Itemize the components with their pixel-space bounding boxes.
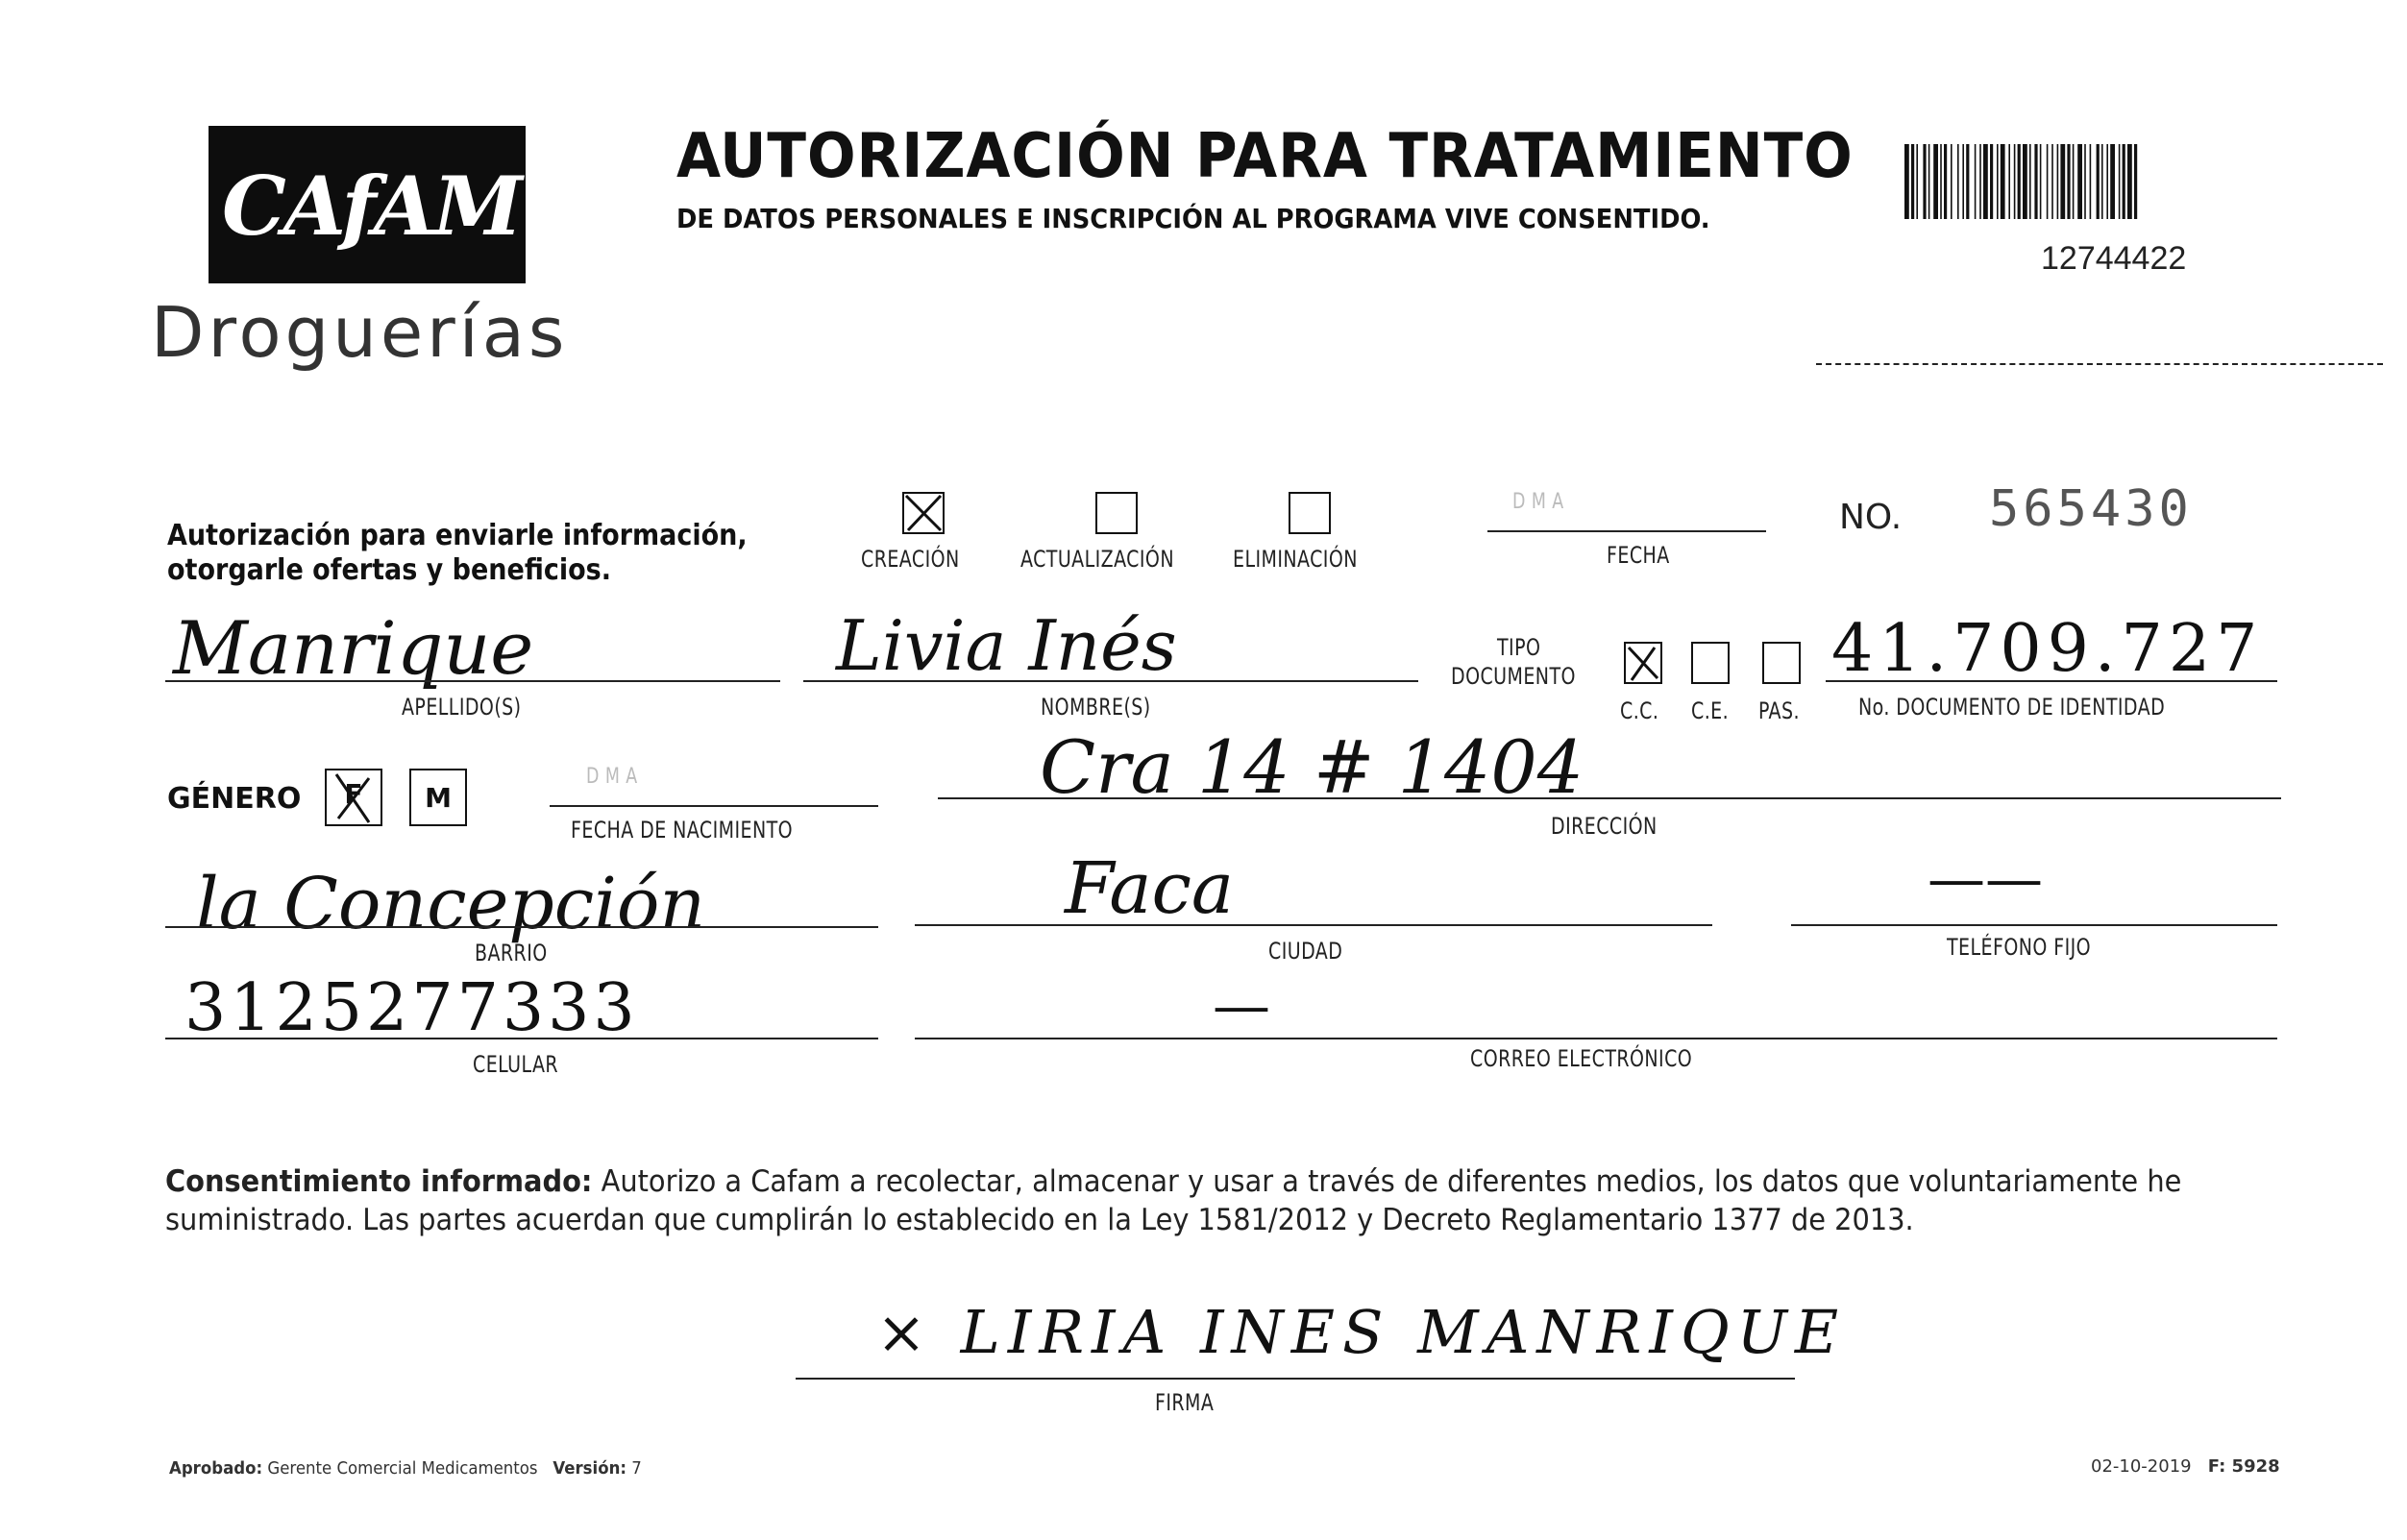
- genero-m-checkbox[interactable]: [409, 769, 467, 826]
- fecha-line: [1487, 530, 1766, 532]
- aprobado-label: Aprobado:: [169, 1458, 263, 1479]
- barcode: [1904, 144, 2289, 219]
- cafam-logo: [209, 126, 526, 283]
- correo-line: [915, 1038, 2277, 1039]
- consent-line-2: suministrado. Las partes acuerdan que cumplirán lo establecido en la Ley 1581/2012 y Decreto Reglamentario 1377 de 2013.: [165, 1203, 1914, 1237]
- ciudad-value: Faca: [1065, 847, 1235, 930]
- fecha-nacimiento-line: [550, 805, 878, 807]
- cafam-logo-text: CAfAM: [222, 159, 520, 254]
- genero-f-checkbox[interactable]: [325, 769, 382, 826]
- genero-f-letter: F: [344, 778, 363, 810]
- authorization-text-2: otorgarle ofertas y beneficios.: [167, 553, 611, 587]
- actualizacion-checkbox[interactable]: [1095, 492, 1138, 534]
- direccion-label: DIRECCIÓN: [1551, 813, 1658, 840]
- ce-label: C.E.: [1691, 697, 1730, 724]
- telefono-value: ——: [1928, 845, 2043, 913]
- consent-paragraph: [165, 1162, 2182, 1239]
- tipo-label-2: DOCUMENTO: [1451, 663, 1576, 690]
- fecha-hint: D M A: [1512, 490, 1564, 514]
- barrio-line: [165, 926, 878, 928]
- check-x-icon: [1626, 644, 1660, 682]
- pas-label: PAS.: [1758, 697, 1800, 724]
- tipo-label-1: TIPO: [1497, 634, 1541, 661]
- barrio-value: la Concepción: [196, 863, 706, 945]
- cc-checkbox[interactable]: [1624, 642, 1662, 684]
- creacion-label: CREACIÓN: [861, 546, 960, 573]
- fecha-nacimiento-hint: D M A: [586, 765, 638, 789]
- documento-label: No. DOCUMENTO DE IDENTIDAD: [1858, 694, 2166, 721]
- droguerias-logo-text: Droguerías: [151, 292, 569, 373]
- direccion-value: Cra 14 # 1404: [1040, 724, 1584, 810]
- ce-checkbox[interactable]: [1691, 642, 1730, 684]
- fecha-nacimiento-label: FECHA DE NACIMIENTO: [571, 817, 794, 843]
- barrio-label: BARRIO: [475, 940, 548, 966]
- nombres-value: Livia Inés: [836, 605, 1177, 686]
- ciudad-line: [915, 924, 1712, 926]
- telefono-label: TELÉFONO FIJO: [1947, 934, 2092, 961]
- actualizacion-label: ACTUALIZACIÓN: [1020, 546, 1174, 573]
- celular-label: CELULAR: [473, 1051, 559, 1078]
- signature-label: FIRMA: [1155, 1389, 1215, 1416]
- version-label: Versión:: [553, 1458, 626, 1479]
- telefono-line: [1791, 924, 2277, 926]
- no-label: NO.: [1839, 498, 1903, 537]
- celular-line: [165, 1038, 878, 1039]
- documento-line: [1826, 680, 2277, 682]
- consent-line-1: Autorizo a Cafam a recolectar, almacenar y usar a través de diferentes medios, los datos que voluntariamente he: [592, 1164, 2182, 1199]
- creacion-checkbox[interactable]: [902, 492, 945, 534]
- form-title: AUTORIZACIÓN PARA TRATAMIENTO: [676, 121, 1854, 192]
- footer-date: 02-10-2019: [2091, 1456, 2192, 1477]
- fecha-label: FECHA: [1607, 542, 1670, 569]
- footer-right: [2091, 1456, 2280, 1477]
- check-x-icon: [904, 494, 943, 532]
- apellidos-label: APELLIDO(S): [402, 694, 522, 721]
- footer-left: [169, 1458, 642, 1479]
- cc-label: C.C.: [1620, 697, 1659, 724]
- signature-value: × LIRIA INES MANRIQUE: [876, 1297, 1847, 1367]
- aprobado-value: Gerente Comercial Medicamentos: [267, 1458, 538, 1479]
- check-x-icon: [327, 770, 381, 824]
- pas-checkbox[interactable]: [1762, 642, 1801, 684]
- barcode-number: 12744422: [2041, 240, 2187, 277]
- authorization-text-1: Autorización para enviarle información,: [167, 519, 748, 552]
- apellidos-value: Manrique: [173, 605, 534, 691]
- eliminacion-label: ELIMINACIÓN: [1233, 546, 1358, 573]
- version-value: 7: [631, 1458, 642, 1479]
- header-dashed-line: [1816, 363, 2383, 365]
- form-subtitle: DE DATOS PERSONALES E INSCRIPCIÓN AL PROGRAMA VIVE CONSENTIDO.: [676, 203, 1710, 234]
- genero-m-letter: M: [425, 782, 452, 814]
- signature-line: [796, 1378, 1795, 1380]
- form-number: 565430: [1989, 480, 2193, 538]
- apellidos-line: [165, 680, 780, 682]
- eliminacion-checkbox[interactable]: [1289, 492, 1331, 534]
- celular-value: 3125277333: [184, 970, 639, 1046]
- consent-heading: Consentimiento informado:: [165, 1164, 593, 1199]
- genero-label: GÉNERO: [167, 782, 302, 816]
- footer-code: F: 5928: [2207, 1456, 2280, 1477]
- documento-value: 41.709.727: [1831, 611, 2264, 687]
- ciudad-label: CIUDAD: [1268, 938, 1343, 965]
- direccion-line: [938, 797, 2281, 799]
- correo-label: CORREO ELECTRÓNICO: [1470, 1045, 1693, 1072]
- nombres-label: NOMBRE(S): [1041, 694, 1151, 721]
- nombres-line: [803, 680, 1418, 682]
- correo-value: —: [1213, 972, 1270, 1039]
